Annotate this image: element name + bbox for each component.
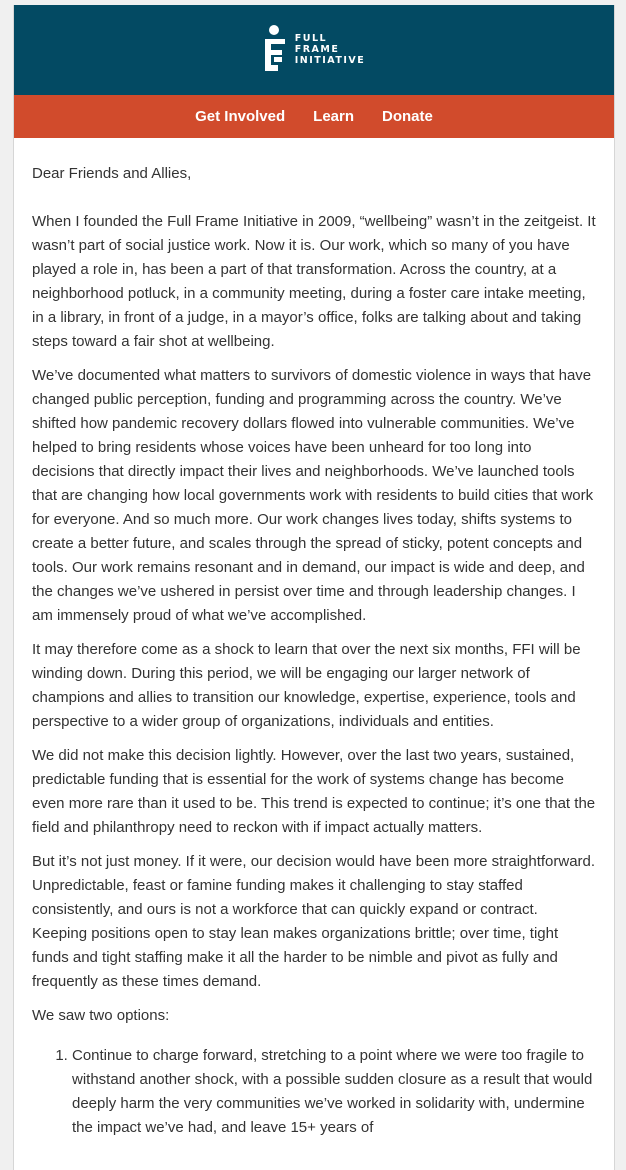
letter-greeting: Dear Friends and Allies, bbox=[32, 165, 192, 182]
header-banner bbox=[14, 5, 614, 95]
nav-donate-link[interactable]: Donate bbox=[382, 108, 433, 125]
nav-get-involved-link[interactable]: Get Involved bbox=[195, 108, 286, 125]
full-frame-initiative-logo[interactable] bbox=[263, 25, 366, 73]
options-list-item: 1. Continue to charge forward, stretching to a point where we were too fragile to withstand another shock, with a possible sudden closure as a result that would deeply harm the very communities we’ve worked in solidarity with, undermine the impact we’ve had, and leave 15+ years of bbox=[72, 1044, 596, 1140]
letter-paragraph: But it’s not just money. If it were, our decision would have been more straightforward. Unpredictable, feast or famine funding makes it challenging to stay staffed consistently, and ours is not a workforce that can quickly expand or contract. Keeping positions open to stay lean makes organizations brittle; over time, tight funds and tight staffing make it all the harder to be nimble and pivot as fully and frequently as these times demand. bbox=[32, 853, 596, 990]
options-list bbox=[32, 1044, 596, 1140]
letter-paragraph: We saw two options: bbox=[32, 1007, 170, 1024]
email-body bbox=[13, 5, 615, 1170]
letter-paragraph: When I founded the Full Frame Initiative in 2009, “wellbeing” wasn’t in the zeitgeist. It wasn’t part of social justice work. Now it is. Our work, which so many of you have played a role in, has been a part of that transformation. Across the country, at a neighborhood potluck, in a community meeting, during a foster care intake meeting, in a library, in front of a judge, in a mayor’s office, folks are talking about and taking steps toward a fair shot at wellbeing. bbox=[32, 213, 596, 350]
full-frame-f-logo-icon bbox=[263, 25, 287, 73]
letter-paragraph: We did not make this decision lightly. However, over the last two years, sustained, predictable funding that is essential for the work of systems change has become even more rare than it used to be. This trend is expected to continue; it’s one that the field and philanthropy need to reckon with if impact actually matters. bbox=[32, 747, 596, 836]
nav-bar bbox=[14, 95, 614, 138]
nav-learn-link[interactable]: Learn bbox=[313, 108, 355, 125]
letter-content bbox=[14, 138, 614, 1140]
logo-line: FULL bbox=[294, 32, 328, 44]
logo-line: FRAME bbox=[294, 43, 340, 55]
letter-paragraph: We’ve documented what matters to survivors of domestic violence in ways that have changed public perception, funding and programming across the country. We’ve shifted how pandemic recovery dollars flowed into vulnerable communities. We’ve helped to bring residents whose voices have been unheard for too long into decisions that directly impact their lives and neighborhoods. We’ve launched tools that are changing how local governments work with residents to build cities that work for everyone. And so much more. Our work changes lives today, shifts systems to create a better future, and scales through the spread of sticky, potent concepts and tools. Our work remains resonant and in demand, our impact is wide and deep, and the changes we’ve ushered in persist over time and through leadership changes. I am immensely proud of what we’ve accomplished. bbox=[32, 367, 594, 624]
logo-wordmark bbox=[295, 33, 366, 66]
letter-paragraph: It may therefore come as a shock to learn that over the next six months, FFI will be winding down. During this period, we will be engaging our larger network of champions and allies to transition our knowledge, expertise, experience, tools and perspective to a wider group of organizations, individuals and entities. bbox=[32, 641, 581, 730]
logo-line: INITIATIVE bbox=[294, 54, 366, 66]
